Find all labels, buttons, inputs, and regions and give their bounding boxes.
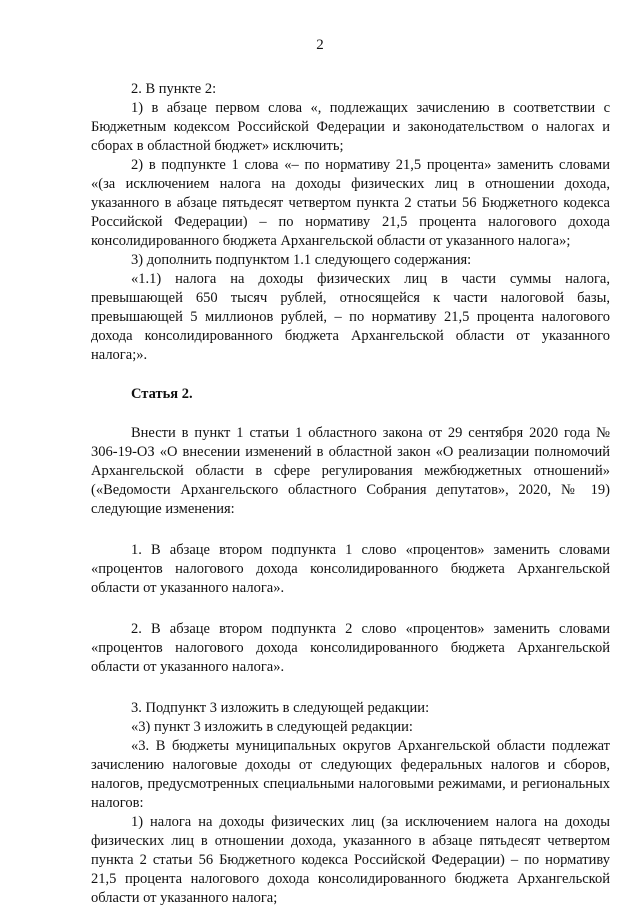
paragraph: 1. В абзаце втором подпункта 1 слово «процентов» заменить словами «процентов налогового дохода консолидированного бюджета Архангельской области от указанного налога».: [91, 542, 610, 596]
spacer: [91, 598, 610, 620]
paragraph: «3. В бюджеты муниципальных округов Архангельской области подлежат зачислению налоговые доходы от следующих федеральных налогов и сборов, налогов, предусмотренных специальными налоговыми режимами, и региональных налогов:: [91, 738, 610, 811]
paragraph: 1) налога на доходы физических лиц (за исключением налога на доходы физических лиц в отношении дохода, указанного в абзаце пятьдесят четвертом пункта 2 статьи 56 Бюджетного кодекса Российской Федерации) – по нормативу 21,5 процента налогового дохода консолидированного бюджета Архангельской области от указанного налога;: [91, 814, 610, 906]
paragraph: 3) дополнить подпунктом 1.1 следующего содержания:: [131, 252, 472, 268]
document-body: [91, 80, 610, 908]
paragraph: «3) пункт 3 изложить в следующей редакции:: [131, 719, 413, 735]
paragraph: 1) в абзаце первом слова «, подлежащих зачислению в соответствии с Бюджетным кодексом Российской Федерации и законодательством о налогах и сборах в областной бюджет» исключить;: [91, 100, 610, 154]
spacer: [91, 404, 610, 424]
spacer: [91, 519, 610, 541]
paragraph: Внести в пункт 1 статьи 1 областного закона от 29 сентября 2020 года № 306-19-ОЗ «О внесении изменений в областной закон «О реализации полномочий Архангельской области в сфере регулирования межбюджетных отношений» («Ведомости Архангельского областного Собрания депутатов», 2020, № 19) следующие изменения:: [91, 425, 610, 517]
paragraph: 2. В пункте 2:: [131, 81, 217, 97]
spacer: [91, 365, 610, 385]
paragraph: «1.1) налога на доходы физических лиц в части суммы налога, превышающей 650 тысяч рублей, относящейся к части налоговой базы, превышающей 5 миллионов рублей, – по нормативу 21,5 процента налогового дохода консолидированного бюджета Архангельской области от указанного налога;».: [91, 271, 610, 363]
paragraph: 2. В абзаце втором подпункта 2 слово «процентов» заменить словами «процентов налогового дохода консолидированного бюджета Архангельской области от указанного налога».: [91, 621, 610, 675]
paragraph: 3. Подпункт 3 изложить в следующей редакции:: [131, 700, 430, 716]
spacer: [91, 677, 610, 699]
paragraph: 2) в подпункте 1 слова «– по нормативу 21,5 процента» заменить словами «(за исключением налога на доходы физических лиц в отношении дохода, указанного в абзаце пятьдесят четвертом пункта 2 статьи 56 Бюджетного кодекса Российской Федерации) – по нормативу 21,5 процента налогового дохода консолидированного бюджета Архангельской области от указанного налога»;: [91, 157, 610, 249]
article-heading: Статья 2.: [131, 386, 193, 402]
page-number: 2: [316, 37, 324, 53]
